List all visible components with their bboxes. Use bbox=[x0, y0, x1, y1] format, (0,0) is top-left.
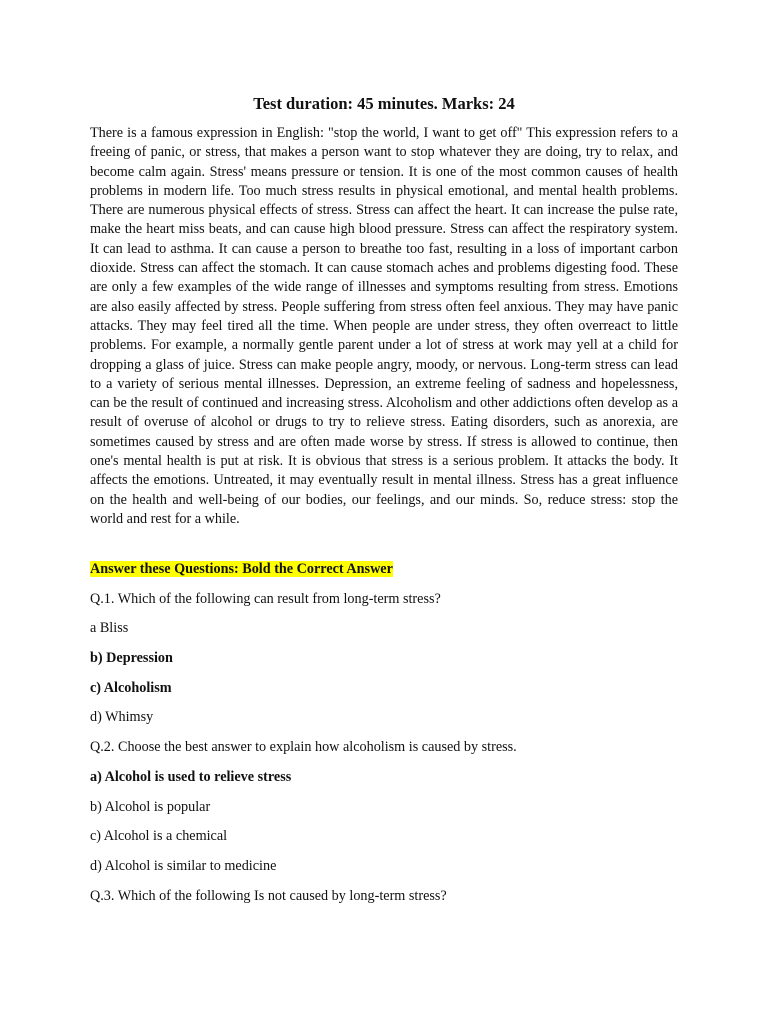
instruction-highlight: Answer these Questions: Bold the Correct Answer bbox=[90, 561, 393, 577]
reading-passage: There is a famous expression in English: "stop the world, I want to get off" This expression refers to a freeing of panic, or stress, that makes a person want to stop whatever they are doing, try to relax, and become calm again. Stress' means pressure or tension. It is one of the most common causes of health problems in modern life. Too much stress results in physical emotional, and mental health problems. There are numerous physical effects of stress. Stress can affect the heart. It can increase the pulse rate, make the heart miss beats, and can cause high blood pressure. Stress can affect the respiratory system. It can lead to asthma. It can cause a person to breathe too fast, resulting in a loss of important carbon dioxide. Stress can affect the stomach. It can cause stomach aches and problems digesting food. These are only a few examples of the wide range of illnesses and symptoms resulting from stress. Emotions are also easily affected by stress. People suffering from stress often feel anxious. They may have panic attacks. They may feel tired all the time. When people are under stress, they often overreact to little problems. For example, a normally gentle parent under a lot of stress at work may yell at a child for dropping a glass of juice. Stress can make people angry, moody, or nervous. Long-term stress can lead to a variety of serious mental illnesses. Depression, an extreme feeling of sadness and hopelessness, can be the result of continued and increasing stress. Alcoholism and other addictions often develop as a result of overuse of alcohol or drugs to try to relieve stress. Eating disorders, such as anorexia, are sometimes caused by stress and are often made worse by stress. If stress is allowed to continue, then one's mental health is put at risk. It is obvious that stress is a serious problem. It attacks the body. It affects the emotions. Untreated, it may eventually result in mental illness. Stress has a great influence on the health and well-being of our bodies, our feelings, and our minds. So, reduce stress: stop the world and rest for a while. bbox=[90, 125, 678, 527]
q1-option-a: a Bliss bbox=[90, 620, 129, 637]
document-title: Test duration: 45 minutes. Marks: 24 bbox=[253, 94, 515, 113]
q1-option-b: b) Depression bbox=[90, 650, 173, 667]
q2-option-d: d) Alcohol is similar to medicine bbox=[90, 857, 277, 874]
q1-option-c: c) Alcoholism bbox=[90, 679, 172, 696]
q1-option-d: d) Whimsy bbox=[90, 709, 154, 726]
question-1: Q.1. Which of the following can result from long-term stress? bbox=[90, 590, 441, 607]
q2-option-a: a) Alcohol is used to relieve stress bbox=[90, 768, 292, 785]
questions-section bbox=[90, 560, 690, 916]
instruction-line bbox=[90, 560, 690, 590]
q2-option-b: b) Alcohol is popular bbox=[90, 798, 211, 815]
q2-option-c: c) Alcohol is a chemical bbox=[90, 828, 228, 845]
question-3: Q.3. Which of the following Is not caused by long-term stress? bbox=[90, 887, 447, 904]
question-2: Q.2. Choose the best answer to explain how alcoholism is caused by stress. bbox=[90, 739, 517, 756]
